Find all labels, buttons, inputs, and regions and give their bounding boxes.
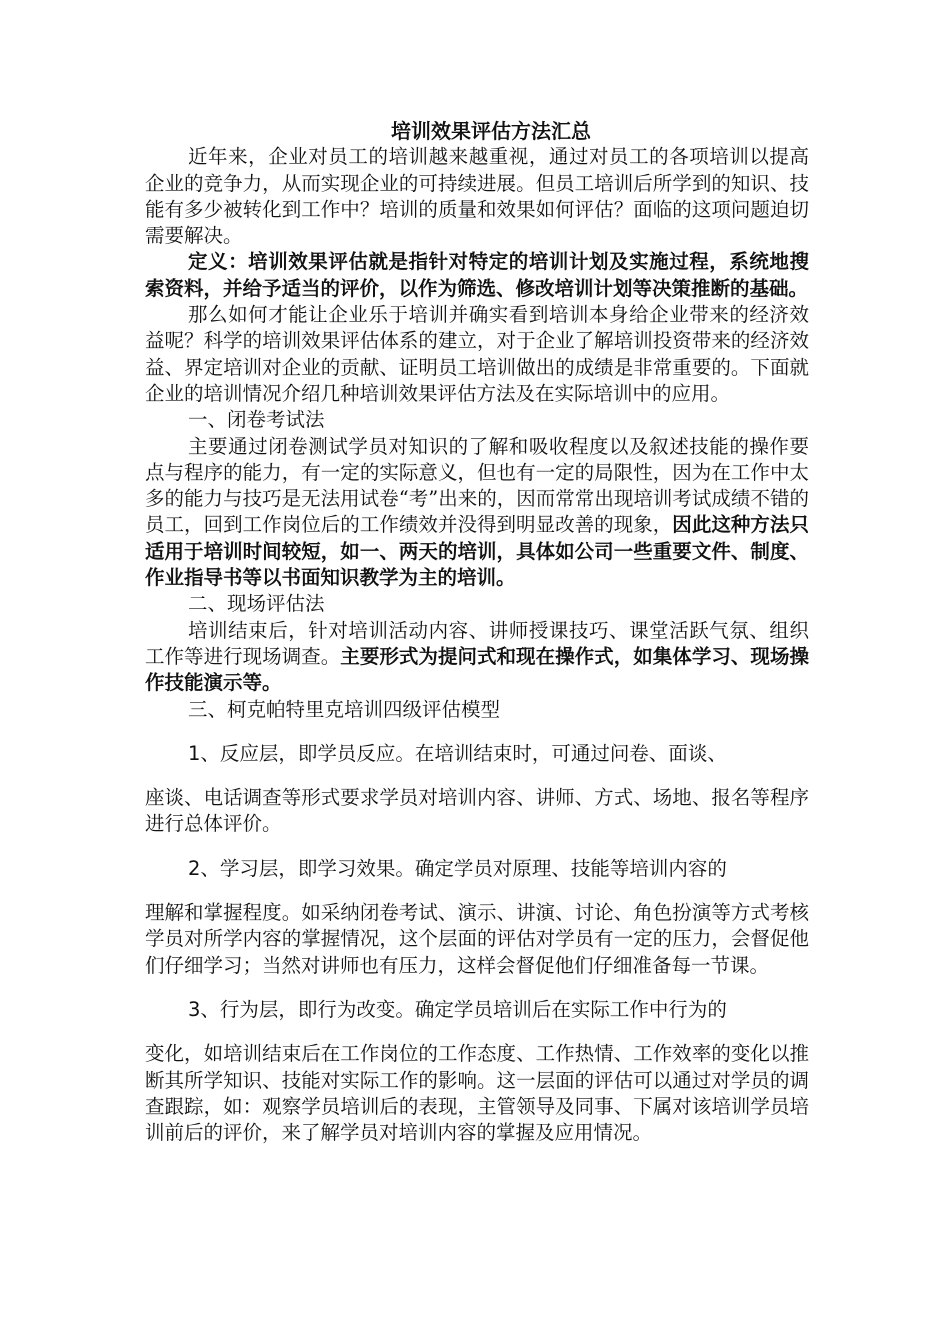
level-2-body: 理解和掌握程度。如采纳闭卷考试、演示、讲演、讨论、角色扮演等方式考核学员对所学内容的掌握情况，这个层面的评估对学员有一定的压力，会督促他们仔细学习；当然对讲师也有压力，这样会督促他们仔细准备每一节课。 [145,901,809,977]
definition-paragraph: 定义：培训效果评估就是指针对特定的培训计划及实施过程，系统地搜索资料，并给予适当的评价，以作为筛选、修改培训计划等决策推断的基础。 [145,250,809,300]
section-heading-kirkpatrick: 三、柯克帕特里克培训四级评估模型 [188,697,501,721]
level-3-body: 变化，如培训结束后在工作岗位的工作态度、工作热情、工作效率的变化以推断其所学知识、技能对实际工作的影响。这一层面的评估可以通过对学员的调查跟踪，如：观察学员培训后的表现，主管领导及同事、下属对该培训学员培训前后的评价，来了解学员对培训内容的掌握及应用情况。 [145,1042,809,1145]
level-1-heading: 、反应层，即学员反应。在培训结束时，可通过问卷、面谈、 [200,741,727,765]
onsite-text: 培训结束后，针对培训活动内容、讲师授课技巧、课堂活跃气氛、组织工作等进行现场调查。 [145,618,809,668]
level-1-first-line [145,741,809,767]
section-heading-onsite: 二、现场评估法 [188,592,325,616]
level-2-first-line [145,856,809,882]
level-3-heading: 、行为层，即行为改变。确定学员培训后在实际工作中行为的 [200,997,727,1021]
exam-paragraph [145,434,809,592]
importance-paragraph: 那么如何才能让企业乐于培训并确实看到培训本身给企业带来的经济效益呢？科学的培训效果评估体系的建立，对于企业了解培训投资带来的经济效益、界定培训对企业的贡献、证明员工培训做出的成绩是非常重要的。下面就企业的培训情况介绍几种培训效果评估方法及在实际培训中的应用。 [145,303,809,405]
onsite-emphasis: 主要形式为提问式和现在操作式，如集体学习、现场操作技能演示等。 [145,644,809,695]
intro-paragraph: 近年来，企业对员工的培训越来越重视，通过对员工的各项培训以提高企业的竞争力，从而实现企业的可持续进展。但员工培训后所学到的知识、技能有多少被转化到工作中？培训的质量和效果如何评估？面临的这项问题迫切需要解决。 [145,145,809,248]
level-1-number: 1 [188,741,201,765]
document-page [145,118,809,1146]
exam-text: 主要通过闭卷测试学员对知识的了解和吸收程度以及叙述技能的操作要点与程序的能力，有一定的实际意义，但也有一定的局限性，因为在工作中太多的能力与技巧是无法用试卷“考”出来的，因而常常出现培训考试成绩不错的员工，回到工作岗位后的工作绩效并没得到明显改善的现象， [145,434,809,537]
level-3-number: 3 [188,997,201,1021]
level-2-heading: 、学习层，即学习效果。确定学员对原理、技能等培训内容的 [200,856,727,880]
document-title: 培训效果评估方法汇总 [391,119,591,143]
onsite-paragraph [145,618,809,697]
level-3-first-line [145,997,809,1023]
exam-emphasis: 因此这种方法只适用于培训时间较短，如一、两天的培训，具体如公司一些重要文件、制度、作业指导书等以书面知识教学为主的培训。 [145,513,809,590]
level-2-number: 2 [188,856,201,880]
section-heading-exam: 一、闭卷考试法 [188,408,325,432]
level-1-body: 座谈、电话调查等形式要求学员对培训内容、讲师、方式、场地、报名等程序进行总体评价。 [145,786,809,836]
